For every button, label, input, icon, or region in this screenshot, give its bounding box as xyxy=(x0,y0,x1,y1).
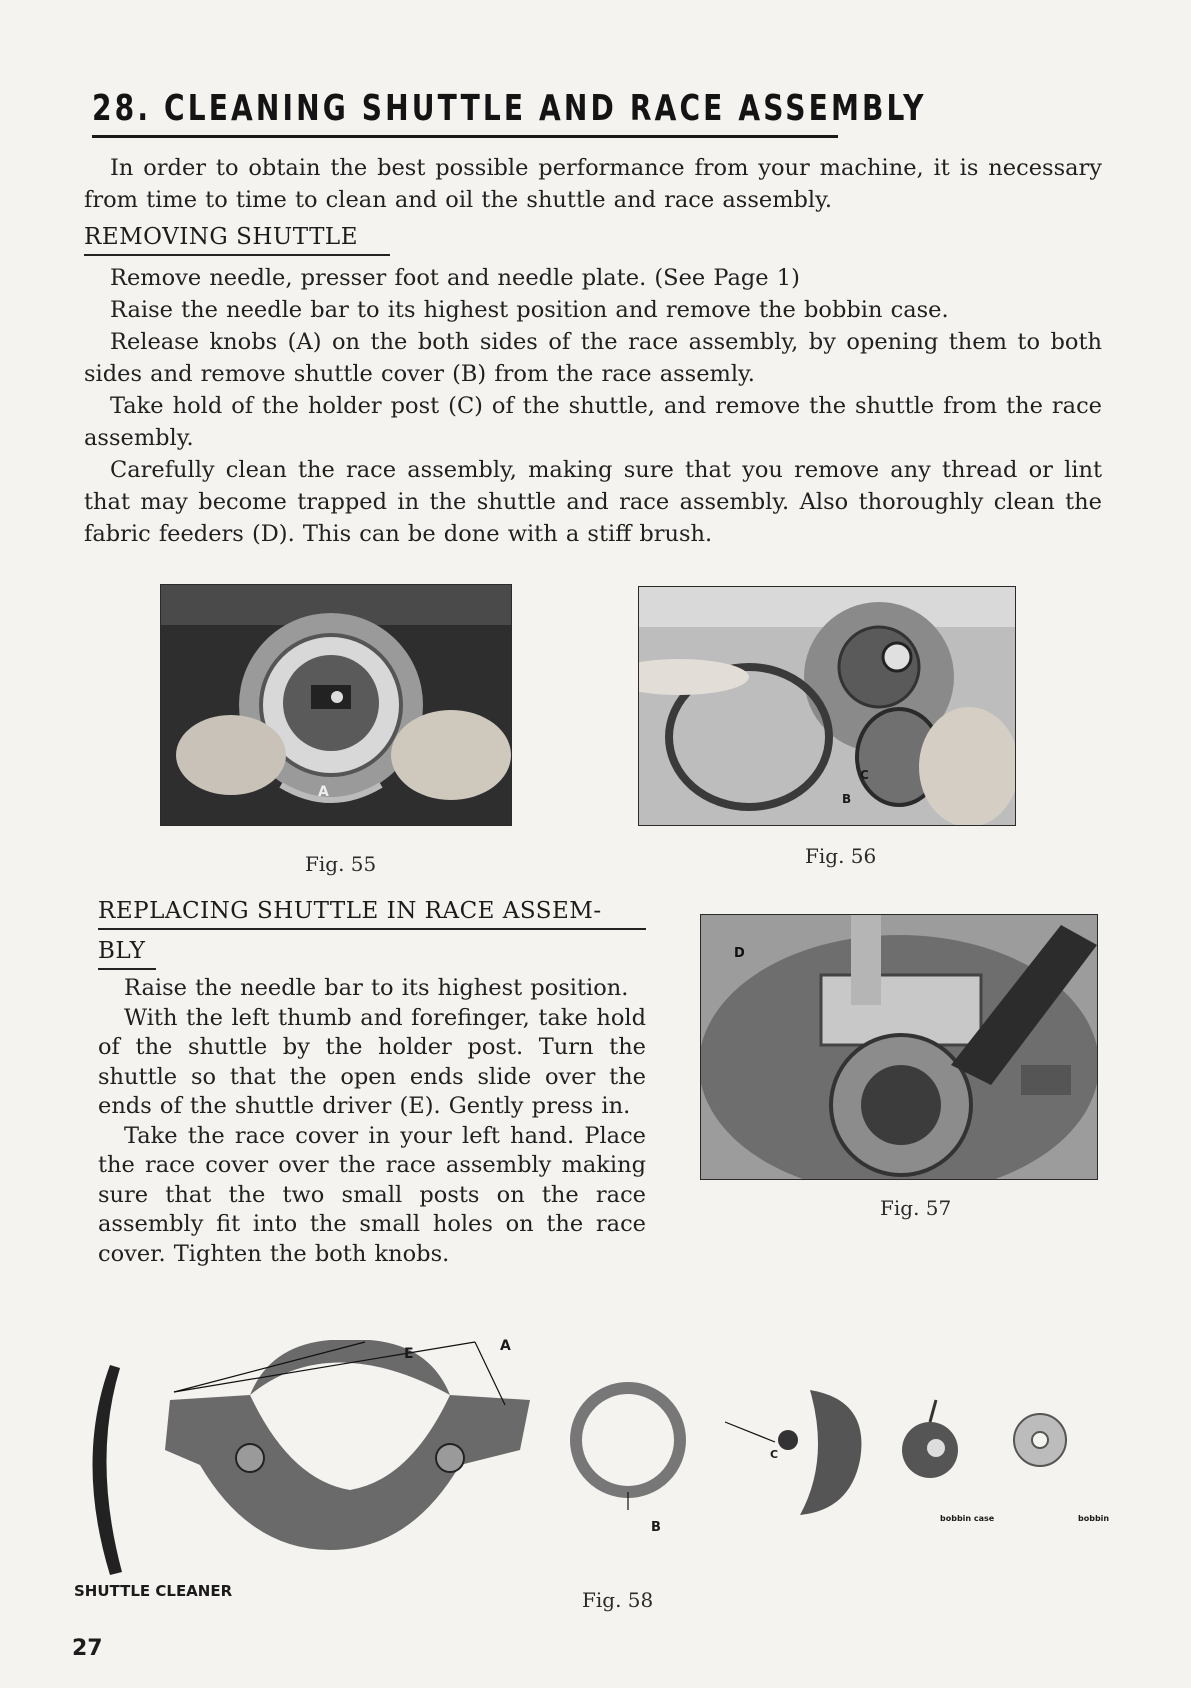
shuttle-shape xyxy=(800,1390,861,1515)
fig58-caption: Fig. 58 xyxy=(582,1588,654,1612)
fig55-caption: Fig. 55 xyxy=(305,852,377,876)
removing-heading-underline xyxy=(84,254,390,256)
title-underline xyxy=(92,135,838,138)
replacing-heading-underline-2 xyxy=(98,968,156,970)
fig58-illustration xyxy=(70,1340,1110,1580)
replacing-instructions xyxy=(98,974,646,1269)
fig55-illustration xyxy=(161,585,511,825)
fig58-label-b: B xyxy=(651,1520,661,1535)
removing-step-2: Raise the needle bar to its highest position and remove the bobbin case. xyxy=(110,297,949,323)
fig55-photo xyxy=(160,584,512,826)
intro-paragraph xyxy=(84,152,1102,216)
replacing-heading-line-1: REPLACING SHUTTLE IN RACE ASSEM- xyxy=(98,898,602,924)
replacing-heading-line-2: BLY xyxy=(98,938,146,964)
fig58-label-a: A xyxy=(500,1338,511,1354)
fig56-caption: Fig. 56 xyxy=(805,844,877,868)
fig56-photo xyxy=(638,586,1016,826)
page-title: 28. CLEANING SHUTTLE AND RACE ASSEMBLY xyxy=(92,88,927,129)
fig57-illustration xyxy=(701,915,1097,1179)
bobbin-label: bobbin xyxy=(1078,1514,1110,1523)
shuttle-cleaner-shape xyxy=(93,1365,123,1575)
fig55-label-a: A xyxy=(318,784,329,800)
fig58-label-c: C xyxy=(770,1448,779,1461)
replacing-step-1: Raise the needle bar to its highest position. xyxy=(124,975,629,1001)
page-number: 27 xyxy=(72,1636,103,1661)
fig58-label-e: E xyxy=(404,1346,414,1362)
bobbin-case-label: bobbin case xyxy=(940,1514,995,1523)
removing-step-5: Carefully clean the race assembly, making sure that you remove any thread or lint that may become trapped in the shuttle and race assembly. Also thoroughly clean the fabric feeders (D). This can be done with a stiff brush. xyxy=(84,457,1102,547)
fig57-photo xyxy=(700,914,1098,1180)
removing-instructions xyxy=(84,262,1102,550)
removing-heading: REMOVING SHUTTLE xyxy=(84,224,358,250)
removing-step-3: Release knobs (A) on the both sides of the race assembly, by opening them to both sides and remove shuttle cover (B) from the race assemly. xyxy=(84,329,1102,387)
race-cover-shape xyxy=(576,1388,680,1492)
fig57-caption: Fig. 57 xyxy=(880,1196,952,1220)
shuttle-cleaner-label: SHUTTLE CLEANER xyxy=(74,1582,233,1600)
fig57-label-d: D xyxy=(734,946,745,961)
replacing-step-3: Take the race cover in your left hand. Place the race cover over the race assembly making sure that the two small posts on the race assembly fit into the small holes on the race cover. Tighten the both knobs. xyxy=(98,1122,646,1267)
removing-step-4: Take hold of the holder post (C) of the shuttle, and remove the shuttle from the race assembly. xyxy=(84,393,1102,451)
replacing-step-2: With the left thumb and forefinger, take hold of the shuttle by the holder post. Turn the shuttle so that the open ends slide over the ends of the shuttle driver (E). Gently press in. xyxy=(98,1004,646,1119)
fig56-label-b: B xyxy=(842,792,852,806)
intro-text: In order to obtain the best possible performance from your machine, it is necessary from time to time to clean and oil the shuttle and race assembly. xyxy=(84,155,1102,213)
replacing-heading-underline-1 xyxy=(98,928,646,930)
fig56-label-c: C xyxy=(860,768,869,782)
removing-step-1: Remove needle, presser foot and needle plate. (See Page 1) xyxy=(110,265,800,291)
fig56-illustration xyxy=(639,587,1015,825)
